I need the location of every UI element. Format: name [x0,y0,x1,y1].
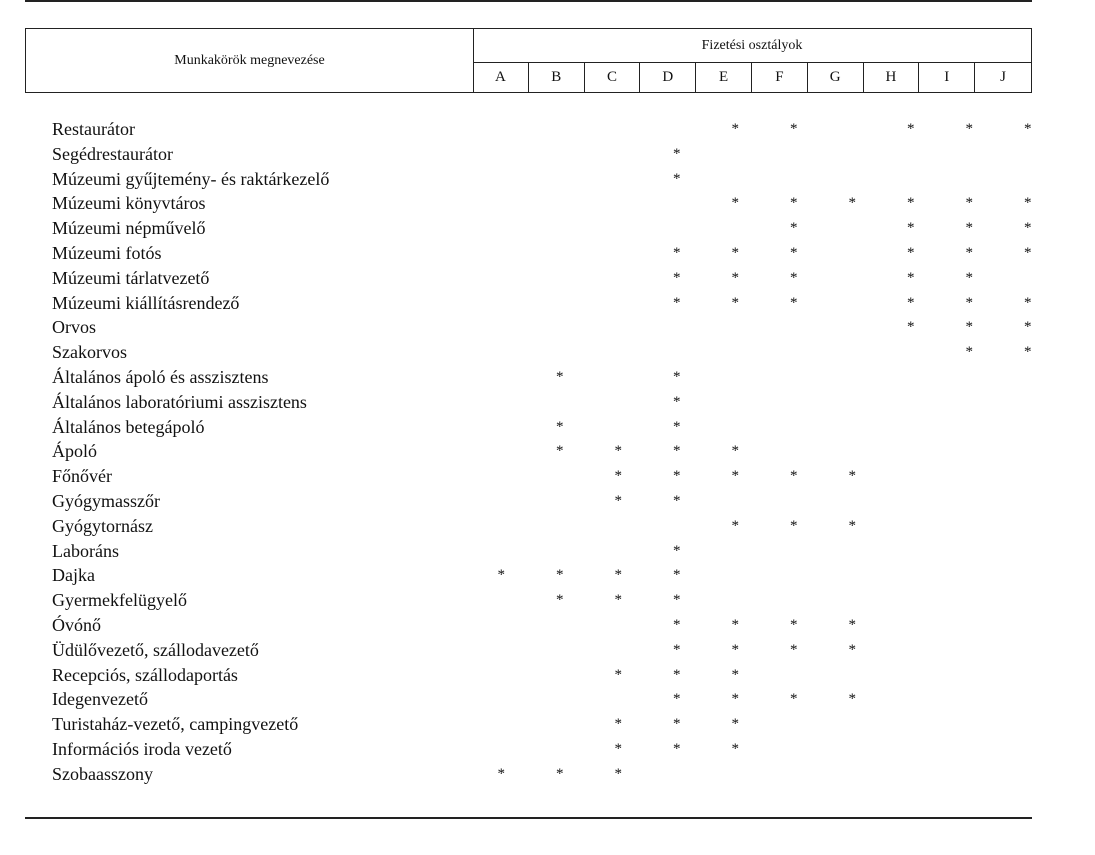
class-mark-h: * [907,294,915,311]
class-mark-f: * [790,468,798,485]
class-mark-d: * [673,269,681,286]
job-title: Múzeumi tárlatvezető [52,267,210,288]
job-title: Laboráns [52,540,119,561]
class-mark-d: * [673,666,681,683]
class-mark-h: * [907,269,915,286]
class-mark-f: * [790,616,798,633]
job-title: Főnővér [52,466,112,487]
class-mark-c: * [614,592,622,609]
class-mark-c: * [614,666,622,683]
class-mark-j: * [1024,220,1032,237]
job-title: Recepciós, szállodaportás [52,664,238,685]
table-row [0,712,1095,737]
class-mark-c: * [614,740,622,757]
class-mark-e: * [731,443,739,460]
class-mark-j: * [1024,121,1032,137]
class-mark-b: * [556,368,564,385]
table-row [0,563,1095,588]
class-mark-g: * [848,616,856,633]
class-mark-i: * [965,294,973,311]
table-row [0,762,1095,787]
table-row [0,539,1095,564]
class-mark-e: * [731,468,739,485]
table-row [0,439,1095,464]
pay-class-header-e: E [696,62,752,92]
class-mark-g: * [848,195,856,212]
job-title: Múzeumi gyűjtemény- és raktárkezelő [52,168,330,189]
class-mark-e: * [731,294,739,311]
class-mark-e: * [731,666,739,683]
pay-class-header-i: I [919,62,975,92]
job-title: Múzeumi fotós [52,242,162,263]
table-row [0,291,1095,316]
class-mark-f: * [790,641,798,658]
table-row [0,415,1095,440]
job-table-body [0,117,1095,787]
class-mark-i: * [965,121,973,137]
class-mark-d: * [673,542,681,559]
class-mark-h: * [907,220,915,237]
class-mark-b: * [556,567,564,584]
class-mark-d: * [673,443,681,460]
class-mark-f: * [790,244,798,261]
class-mark-f: * [790,294,798,311]
job-title: Szakorvos [52,342,127,363]
class-mark-i: * [965,220,973,237]
class-mark-d: * [673,418,681,435]
class-mark-e: * [731,616,739,633]
class-mark-j: * [1024,244,1032,261]
class-mark-f: * [790,220,798,237]
class-mark-i: * [965,319,973,336]
job-title: Gyermekfelügyelő [52,590,187,611]
table-row [0,142,1095,167]
job-title: Segédrestaurátor [52,143,173,164]
job-title: Üdülővezető, szállodavezető [52,639,259,660]
job-title: Múzeumi könyvtáros [52,193,206,214]
class-mark-d: * [673,716,681,733]
class-mark-f: * [790,691,798,708]
class-mark-g: * [848,517,856,534]
table-row [0,241,1095,266]
class-mark-b: * [556,418,564,435]
class-mark-d: * [673,567,681,584]
pay-class-header-a: A [473,62,529,92]
job-title: Információs iroda vezető [52,738,232,759]
table-row [0,315,1095,340]
pay-class-header-d: D [640,62,696,92]
class-mark-e: * [731,641,739,658]
class-mark-e: * [731,716,739,733]
job-title-column-header: Munkakörök megnevezése [26,29,474,92]
class-mark-h: * [907,121,915,137]
class-mark-c: * [614,765,622,782]
class-mark-e: * [731,517,739,534]
table-row [0,687,1095,712]
class-mark-g: * [848,468,856,485]
job-title: Dajka [52,565,95,586]
pay-class-header-b: B [529,62,585,92]
table-header [25,28,1032,93]
job-title: Turistaház-vezető, campingvezető [52,714,299,735]
table-row [0,663,1095,688]
class-mark-h: * [907,319,915,336]
class-mark-e: * [731,691,739,708]
class-mark-f: * [790,517,798,534]
class-mark-d: * [673,468,681,485]
table-row [0,216,1095,241]
table-row [0,266,1095,291]
pay-class-header-j: J [1000,68,1006,85]
table-row [0,588,1095,613]
class-mark-i: * [965,195,973,212]
job-title: Szobaasszony [52,763,153,784]
table-row [0,638,1095,663]
class-mark-f: * [790,269,798,286]
job-title: Restaurátor [52,119,135,139]
class-mark-d: * [673,244,681,261]
class-mark-c: * [614,716,622,733]
table-row [0,737,1095,762]
table-row [0,514,1095,539]
class-mark-b: * [556,443,564,460]
table-row [0,365,1095,390]
class-mark-d: * [673,641,681,658]
table-row [0,191,1095,216]
class-mark-d: * [673,740,681,757]
class-mark-d: * [673,492,681,509]
table-row [0,117,1095,142]
pay-class-headers [473,62,1031,92]
bottom-rule [25,817,1032,819]
class-mark-c: * [614,567,622,584]
class-mark-b: * [556,592,564,609]
job-title: Múzeumi népművelő [52,218,206,239]
job-title: Gyógytornász [52,515,153,536]
class-mark-d: * [673,294,681,311]
job-title: Óvónő [52,614,101,635]
class-mark-d: * [673,170,681,187]
job-title: Általános laboratóriumi asszisztens [52,391,307,412]
class-mark-f: * [790,195,798,212]
class-mark-g: * [848,641,856,658]
pay-class-header-h: H [864,62,920,92]
pay-class-header-f: F [752,62,808,92]
class-mark-i: * [965,244,973,261]
pay-class-header-c: C [585,62,641,92]
job-title: Gyógymasszőr [52,490,160,511]
pay-class-header-g: G [808,62,864,92]
table-row [0,167,1095,192]
top-rule [25,0,1032,2]
table-row [0,340,1095,365]
class-mark-d: * [673,393,681,410]
table-row [0,613,1095,638]
job-title: Általános ápoló és asszisztens [52,366,269,387]
class-mark-e: * [731,269,739,286]
job-title: Ápoló [52,441,97,462]
class-mark-c: * [614,492,622,509]
class-mark-f: * [790,121,798,137]
class-mark-a: * [497,567,505,584]
class-mark-h: * [907,244,915,261]
class-mark-e: * [731,121,739,137]
class-mark-e: * [731,244,739,261]
class-mark-d: * [673,592,681,609]
class-mark-d: * [673,368,681,385]
class-mark-e: * [731,740,739,757]
table-row [0,390,1095,415]
class-mark-h: * [907,195,915,212]
class-mark-j: * [1024,195,1032,212]
class-mark-i: * [965,344,973,361]
class-mark-i: * [965,269,973,286]
class-mark-j: * [1024,344,1032,361]
pay-class-group-header: Fizetési osztályok [473,29,1031,63]
job-title: Általános betegápoló [52,416,205,437]
class-mark-d: * [673,616,681,633]
job-title: Idegenvezető [52,689,148,710]
class-mark-j: * [1024,319,1032,336]
class-mark-b: * [556,765,564,782]
class-mark-e: * [731,195,739,212]
table-row [0,464,1095,489]
class-mark-c: * [614,468,622,485]
class-mark-d: * [673,691,681,708]
class-mark-g: * [848,691,856,708]
table-row [0,489,1095,514]
job-title: Orvos [52,317,96,338]
job-title: Múzeumi kiállításrendező [52,292,240,313]
class-mark-a: * [497,765,505,782]
class-mark-j: * [1024,294,1032,311]
class-mark-c: * [614,443,622,460]
class-mark-d: * [673,145,681,162]
